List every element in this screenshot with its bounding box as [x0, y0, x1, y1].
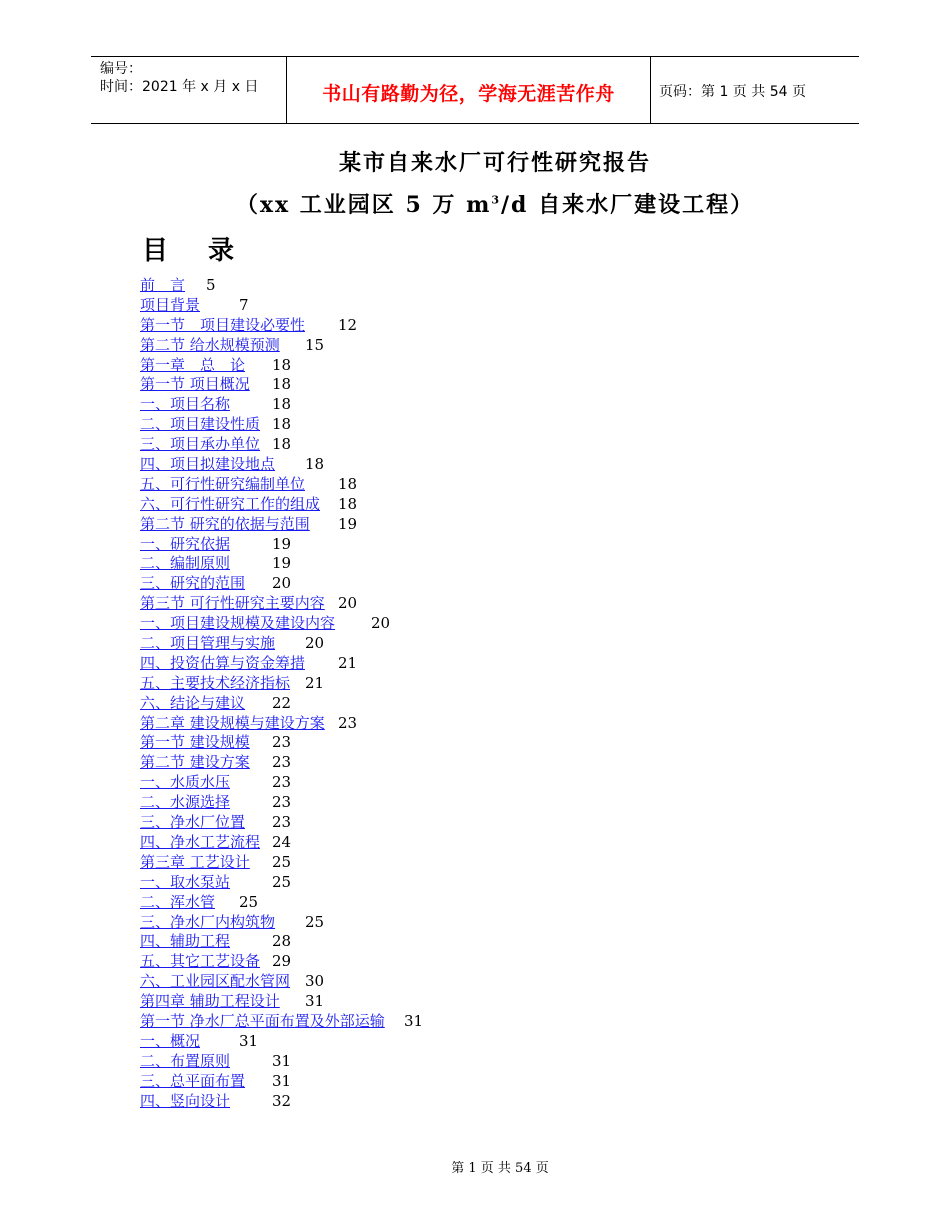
toc-entry-link[interactable]: 五、可行性研究编制单位	[140, 474, 306, 493]
toc-entry-link[interactable]: 第一章 总 论	[140, 355, 246, 374]
toc-entry-link[interactable]: 第二节 研究的依据与范围	[140, 514, 310, 533]
toc-entry	[140, 913, 740, 933]
toc-entry-page: 18	[338, 474, 358, 493]
toc-entry-page: 18	[338, 494, 358, 513]
toc-entry-page: 29	[272, 952, 292, 971]
toc-entry	[140, 1032, 740, 1052]
toc-entry-page: 30	[305, 972, 325, 991]
toc-entry-page: 25	[305, 912, 325, 931]
document-time-label: 时间：2021 年 x 月 x 日	[100, 79, 259, 95]
header-meta-cell	[91, 57, 286, 123]
toc-entry-page: 31	[305, 992, 325, 1011]
toc-entry-link[interactable]: 第一节 项目建设必要性	[140, 315, 306, 334]
subtitle-part-2: /d 自来水厂建设工程）	[501, 192, 755, 218]
toc-entry	[140, 1012, 740, 1032]
toc-entry-link[interactable]: 一、项目建设规模及建设内容	[140, 614, 336, 633]
toc-entry	[140, 674, 740, 694]
toc-entry-page: 15	[305, 335, 325, 354]
toc-entry-page: 18	[272, 355, 292, 374]
toc-entry	[140, 893, 740, 913]
toc-entry-link[interactable]: 一、水质水压	[140, 773, 231, 792]
toc-entry-link[interactable]: 三、项目承办单位	[140, 435, 261, 454]
toc-entry-link[interactable]: 四、项目拟建设地点	[140, 455, 276, 474]
toc-entry-link[interactable]: 二、项目建设性质	[140, 415, 261, 434]
toc-entry-page: 19	[272, 554, 292, 573]
toc-entry	[140, 276, 740, 296]
header-page-cell	[650, 57, 859, 123]
toc-entry-link[interactable]: 第三章 工艺设计	[140, 852, 250, 871]
toc-entry	[140, 773, 740, 793]
toc-entry	[140, 853, 740, 873]
toc-entry-page: 28	[272, 932, 292, 951]
toc-entry	[140, 1052, 740, 1072]
toc-entry-page: 22	[272, 693, 292, 712]
toc-entry	[140, 455, 740, 475]
toc-entry	[140, 515, 740, 535]
toc-entry-page: 18	[305, 455, 325, 474]
toc-entry-link[interactable]: 二、浑水管	[140, 892, 216, 911]
toc-entry-page: 31	[404, 1011, 424, 1030]
toc-entry	[140, 296, 740, 316]
toc-entry	[140, 475, 740, 495]
toc-entry-page: 20	[305, 634, 325, 653]
toc-entry-link[interactable]: 第三节 可行性研究主要内容	[140, 594, 325, 613]
toc-entry-link[interactable]: 第一节 建设规模	[140, 733, 250, 752]
toc-entry-page: 23	[272, 753, 292, 772]
toc-entry-page: 23	[272, 813, 292, 832]
toc-entry-page: 20	[338, 594, 358, 613]
toc-entry	[140, 972, 740, 992]
toc-entry-link[interactable]: 一、取水泵站	[140, 872, 231, 891]
toc-entry-link[interactable]: 六、工业园区配水管网	[140, 972, 291, 991]
toc-entry	[140, 813, 740, 833]
header-motto: 书山有路勤为径，学海无涯苦作舟	[322, 83, 615, 105]
header-page-info: 页码：第 1 页 共 54 页	[659, 84, 806, 100]
toc-entry-page: 24	[272, 832, 292, 851]
toc-heading: 目录	[142, 236, 275, 266]
header-motto-cell	[286, 57, 651, 123]
toc-entry	[140, 316, 740, 336]
toc-entry-page: 19	[338, 514, 358, 533]
toc-entry	[140, 873, 740, 893]
toc-entry-page: 25	[239, 892, 259, 911]
toc-entry-link[interactable]: 三、净水厂位置	[140, 813, 246, 832]
toc-entry-page: 5	[206, 276, 216, 294]
toc-entry-page: 31	[239, 1031, 259, 1050]
toc-entry	[140, 594, 740, 614]
toc-entry	[140, 535, 740, 555]
toc-entry-link[interactable]: 三、总平面布置	[140, 1071, 246, 1090]
toc-entry-page: 20	[272, 574, 292, 593]
toc-entry	[140, 753, 740, 773]
toc-entry	[140, 714, 740, 734]
toc-entry	[140, 554, 740, 574]
table-of-contents	[140, 276, 740, 1111]
toc-entry-link[interactable]: 二、布置原则	[140, 1051, 231, 1070]
toc-entry-link[interactable]: 六、结论与建议	[140, 693, 246, 712]
page-footer: 第 1 页 共 54 页	[451, 1161, 549, 1176]
toc-entry-link[interactable]: 第一节 项目概况	[140, 375, 250, 394]
toc-entry	[140, 614, 740, 634]
report-title: 某市自来水厂可行性研究报告	[338, 150, 651, 176]
toc-entry-page: 12	[338, 315, 358, 334]
toc-entry-page: 25	[272, 872, 292, 891]
toc-entry-page: 18	[272, 415, 292, 434]
toc-entry-link[interactable]: 项目背景	[140, 295, 201, 314]
toc-entry	[140, 1092, 740, 1112]
toc-entry	[140, 694, 740, 714]
toc-entry-link[interactable]: 四、净水工艺流程	[140, 832, 261, 851]
toc-entry-link[interactable]: 一、项目名称	[140, 395, 231, 414]
toc-entry-page: 25	[272, 852, 292, 871]
toc-entry	[140, 654, 740, 674]
toc-entry	[140, 932, 740, 952]
toc-entry-link[interactable]: 第四章 辅助工程设计	[140, 992, 280, 1011]
toc-entry-page: 23	[338, 713, 358, 732]
toc-entry-page: 23	[272, 733, 292, 752]
toc-entry-page: 21	[338, 653, 358, 672]
toc-entry-page: 18	[272, 435, 292, 454]
toc-entry	[140, 435, 740, 455]
toc-entry	[140, 833, 740, 853]
toc-entry	[140, 395, 740, 415]
toc-entry-link[interactable]: 三、净水厂内构筑物	[140, 912, 276, 931]
toc-entry-page: 32	[272, 1091, 292, 1110]
toc-entry-link[interactable]: 第二节 建设方案	[140, 753, 250, 772]
document-number-label: 编号：	[100, 61, 142, 77]
toc-entry	[140, 495, 740, 515]
toc-entry	[140, 356, 740, 376]
toc-entry	[140, 375, 740, 395]
toc-entry-link[interactable]: 第一节 净水厂总平面布置及外部运输	[140, 1011, 385, 1030]
toc-entry-page: 31	[272, 1071, 292, 1090]
toc-entry-page: 7	[239, 295, 249, 314]
toc-entry-link[interactable]: 第二章 建设规模与建设方案	[140, 713, 325, 732]
toc-entry-page: 18	[272, 375, 292, 394]
toc-entry-link[interactable]: 前 言	[140, 276, 186, 294]
toc-entry-page: 23	[272, 773, 292, 792]
toc-entry-link[interactable]: 二、编制原则	[140, 554, 231, 573]
toc-entry	[140, 634, 740, 654]
toc-entry-link[interactable]: 五、主要技术经济指标	[140, 673, 291, 692]
toc-entry	[140, 1072, 740, 1092]
toc-entry-link[interactable]: 二、项目管理与实施	[140, 634, 276, 653]
toc-entry-page: 23	[272, 793, 292, 812]
toc-entry-link[interactable]: 六、可行性研究工作的组成	[140, 494, 321, 513]
toc-entry-page: 20	[371, 614, 391, 633]
subtitle-part-1: （xx 工业园区 5 万 m	[235, 192, 492, 218]
document-header	[91, 56, 859, 124]
toc-entry-link[interactable]: 四、竖向设计	[140, 1091, 231, 1110]
toc-entry	[140, 793, 740, 813]
toc-entry-link[interactable]: 第二节 给水规模预测	[140, 335, 280, 354]
toc-entry-link[interactable]: 二、水源选择	[140, 793, 231, 812]
toc-entry-link[interactable]: 四、投资估算与资金筹措	[140, 653, 306, 672]
toc-entry-link[interactable]: 三、研究的范围	[140, 574, 246, 593]
toc-entry-page: 31	[272, 1051, 292, 1070]
toc-entry-link[interactable]: 五、其它工艺设备	[140, 952, 261, 971]
toc-entry	[140, 733, 740, 753]
toc-entry-link[interactable]: 一、概况	[140, 1031, 201, 1050]
toc-entry	[140, 952, 740, 972]
toc-entry	[140, 574, 740, 594]
toc-entry	[140, 336, 740, 356]
toc-entry-page: 19	[272, 534, 292, 553]
subtitle-superscript: 3	[491, 193, 502, 207]
toc-entry-page: 18	[272, 395, 292, 414]
toc-entry-link[interactable]: 四、辅助工程	[140, 932, 231, 951]
toc-entry-link[interactable]: 一、研究依据	[140, 534, 231, 553]
report-subtitle	[0, 188, 950, 219]
toc-entry	[140, 415, 740, 435]
toc-entry-page: 21	[305, 673, 325, 692]
toc-entry	[140, 992, 740, 1012]
